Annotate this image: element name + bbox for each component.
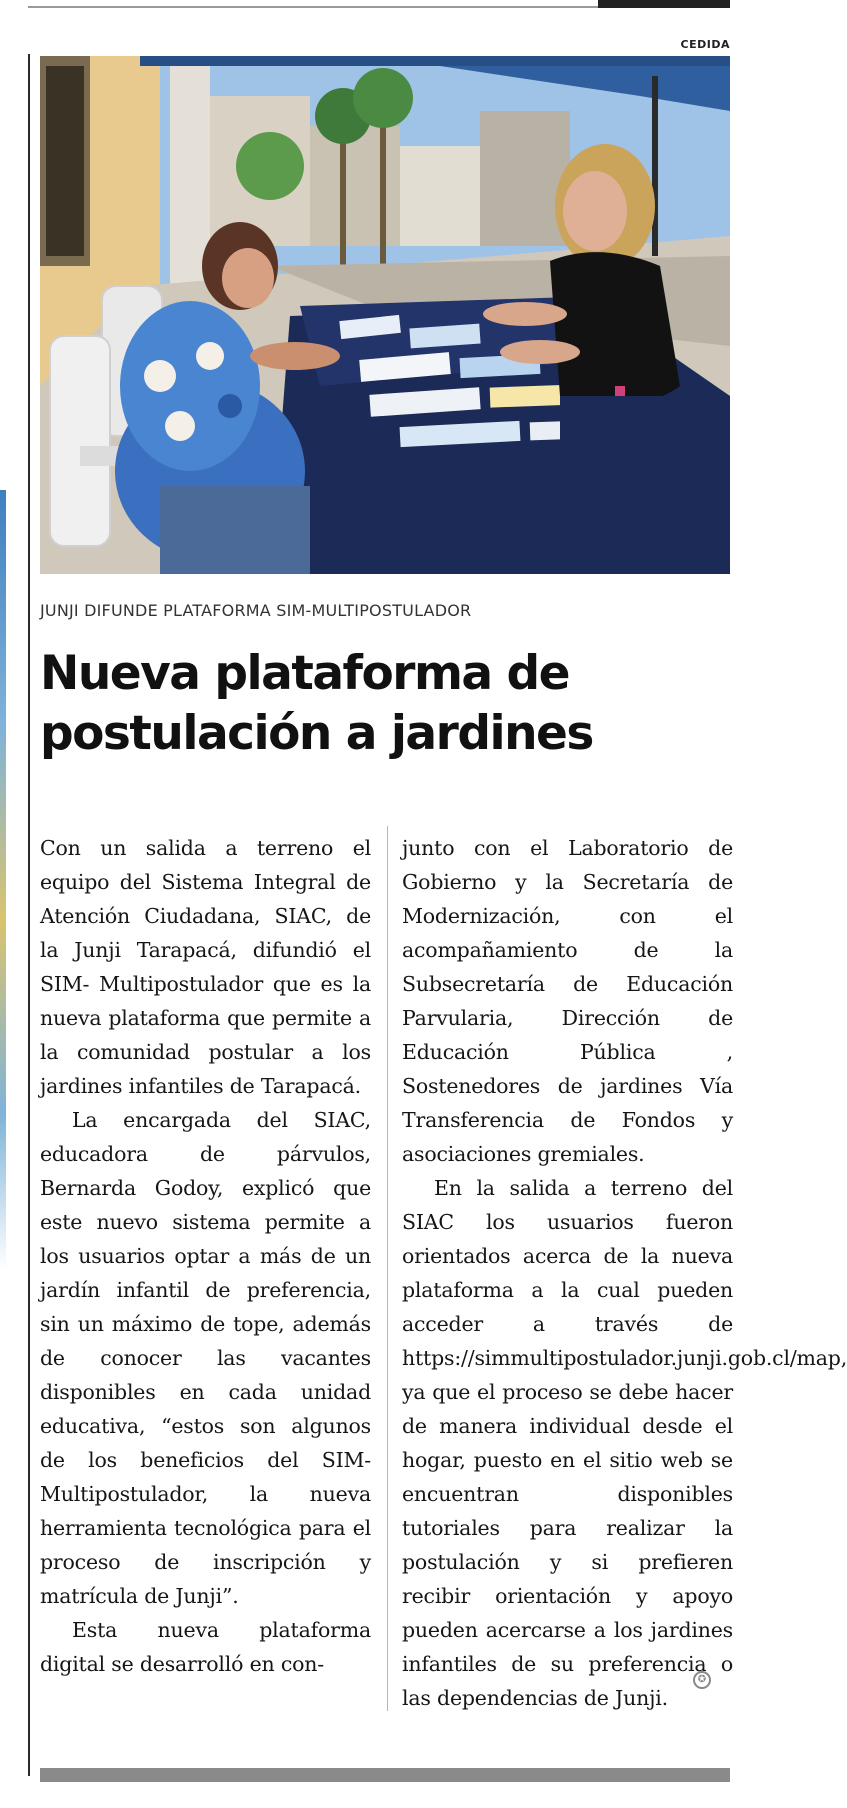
article-paragraph-1: Con un salida a terreno el equipo del Sistema Integral de Atención Ciudadana, SIAC, de la Junji Tarapacá, difundió el SIM- Multipostulador que es la nueva plataforma que permite a la comunidad postular a los jardines infantiles de Tarapacá. <box>40 836 371 1098</box>
article-photo <box>40 56 730 574</box>
photo-credit: CEDIDA <box>680 38 730 51</box>
article-paragraph-2: La encargada del SIAC, educadora de párvulos, Bernarda Godoy, explicó que este nuevo sistema permite a los usuarios optar a más de un jardín infantil de preferencia, sin un máximo de tope, además de conocer las vacantes disponibles en cada unidad educativa, “estos son algunos de los beneficios del SIM-Multipostulador, la nueva herramienta tecnológica para el proceso de inscripción y matrícula de Junji”. <box>40 1108 371 1608</box>
headline-line-1: Nueva plataforma de <box>40 646 570 701</box>
section-tab-block <box>598 0 730 8</box>
article-headline <box>40 644 730 764</box>
article-paragraph-3-start: Esta nueva plataforma digital se desarrolló en con- <box>40 1618 371 1676</box>
top-line <box>28 6 598 8</box>
adjacent-page-strip <box>0 490 6 1270</box>
article-kicker: JUNJI DIFUNDE PLATAFORMA SIM-MULTIPOSTULADOR <box>40 601 472 620</box>
article-column-right <box>402 831 847 1715</box>
bottom-rule <box>40 1768 730 1782</box>
article-column-left <box>40 831 371 1681</box>
left-column-border <box>28 54 30 1776</box>
article-paragraph-4: En la salida a terreno del SIAC los usuarios fueron orientados acerca de la nueva plataforma a la cual pueden acceder a través de https://simmultipostulador.junji.gob.cl/map, ya que el proceso se debe hacer de manera individual desde el hogar, puesto en el sitio web se encuentran disponibles tutoriales para realizar la postulación y si prefieren recibir orientación y apoyo pueden acercarse a los jardines infantiles de su preferencia o las dependencias de Junji. <box>402 1176 847 1710</box>
column-divider <box>387 826 388 1711</box>
end-of-article-icon: ✪ <box>693 1671 711 1689</box>
headline-line-2: postulación a jardines <box>40 706 593 761</box>
article-paragraph-3-end: junto con el Laboratorio de Gobierno y la Secretaría de Modernización, con el acompañamiento de la Subsecretaría de Educación Parvularia, Dirección de Educación Pública , Sostenedores de jardines Vía Transferencia de Fondos y asociaciones gremiales. <box>402 836 733 1166</box>
